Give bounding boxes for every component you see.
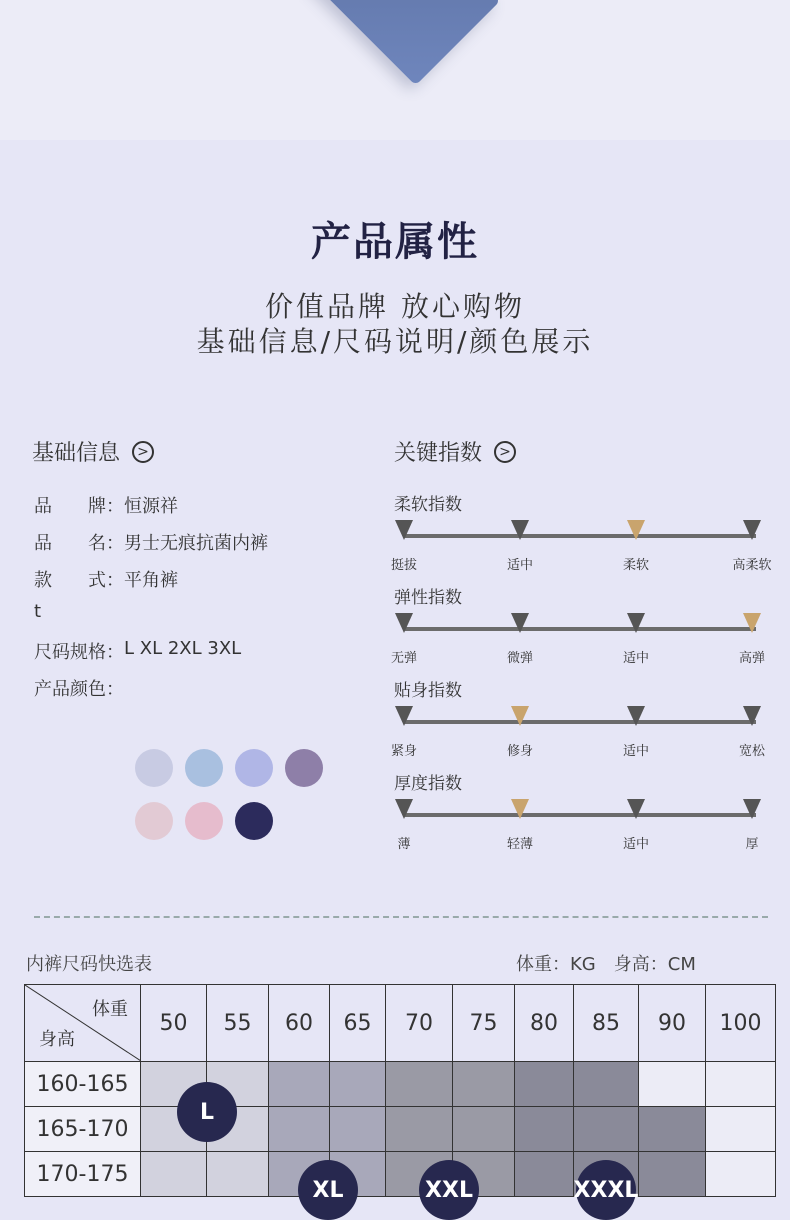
size-table-title: 内裤尺码快选表 — [26, 954, 152, 975]
index-title: 贴身指数 — [394, 681, 462, 701]
size-badge: XXXL — [576, 1160, 636, 1220]
index-level-label: 适中 — [506, 558, 534, 573]
size-cell — [330, 1107, 386, 1152]
color-swatch[interactable] — [235, 749, 273, 787]
table-header-row — [25, 985, 776, 1062]
index-scale-line — [404, 720, 756, 724]
weight-header: 100 — [706, 985, 776, 1062]
info-value: 平角裤 — [124, 570, 178, 591]
basic-info-title: 基础信息 — [32, 441, 121, 466]
index-level-label: 高柔软 — [732, 558, 772, 573]
info-label: 品 牌： — [34, 496, 124, 517]
index-marker-active — [511, 706, 529, 726]
index-marker — [627, 706, 645, 726]
index-title: 柔软指数 — [394, 495, 462, 515]
key-index-heading — [394, 436, 516, 467]
height-header: 165-170 — [25, 1107, 141, 1152]
size-cell — [269, 1062, 330, 1107]
size-table-unit: 体重：KG 身高：CM — [516, 954, 696, 975]
index-level-label: 无弹 — [390, 651, 418, 666]
weight-header: 70 — [386, 985, 453, 1062]
weight-header: 90 — [639, 985, 706, 1062]
info-label: 品 名： — [34, 533, 124, 554]
index-level-label: 高弹 — [738, 651, 766, 666]
key-index-title: 关键指数 — [394, 441, 483, 466]
index-scale-line — [404, 534, 756, 538]
subtitle-line-1: 价值品牌 放心购物 — [265, 290, 525, 323]
weight-header: 80 — [515, 985, 574, 1062]
table-row — [25, 1107, 776, 1152]
info-row-name — [34, 529, 268, 555]
index-level-label: 厚 — [745, 837, 759, 852]
size-cell — [706, 1062, 776, 1107]
size-badge: L — [177, 1082, 237, 1142]
page-title: 产品属性 — [311, 219, 479, 265]
size-cell — [269, 1107, 330, 1152]
size-badge: XXL — [419, 1160, 479, 1220]
index-title: 厚度指数 — [394, 774, 462, 794]
size-cell — [386, 1062, 453, 1107]
color-swatch[interactable] — [185, 802, 223, 840]
info-row-brand — [34, 492, 178, 518]
table-corner — [25, 985, 141, 1062]
corner-weight-label: 体重 — [92, 999, 128, 1020]
info-row-style — [34, 566, 178, 592]
index-marker — [395, 613, 413, 633]
size-cell — [453, 1107, 515, 1152]
size-cell — [639, 1152, 706, 1197]
subtitle-line-2: 基础信息/尺码说明/颜色展示 — [196, 325, 594, 358]
chevron-right-icon[interactable]: > — [132, 441, 154, 463]
index-level-label: 适中 — [622, 744, 650, 759]
info-row-colors — [34, 675, 124, 701]
basic-info-heading — [32, 436, 154, 467]
size-cell — [706, 1107, 776, 1152]
index-level-label: 适中 — [622, 837, 650, 852]
index-level-label: 挺拔 — [390, 558, 418, 573]
index-marker — [511, 520, 529, 540]
index-level-label: 轻薄 — [506, 837, 534, 852]
size-table — [24, 984, 776, 1197]
info-label: 款 式： — [34, 570, 124, 591]
index-marker-active — [743, 613, 761, 633]
index-marker — [743, 520, 761, 540]
weight-header: 55 — [207, 985, 269, 1062]
index-level-label: 紧身 — [390, 744, 418, 759]
index-level-label: 柔软 — [622, 558, 650, 573]
size-cell — [386, 1107, 453, 1152]
index-scale-line — [404, 627, 756, 631]
index-marker — [511, 613, 529, 633]
color-swatch[interactable] — [135, 749, 173, 787]
height-header: 160-165 — [25, 1062, 141, 1107]
color-swatch[interactable] — [135, 802, 173, 840]
weight-header: 50 — [141, 985, 207, 1062]
index-marker — [743, 706, 761, 726]
size-cell — [515, 1152, 574, 1197]
chevron-right-icon[interactable]: > — [494, 441, 516, 463]
table-row — [25, 1152, 776, 1197]
size-cell — [706, 1152, 776, 1197]
size-cell — [207, 1152, 269, 1197]
index-marker-active — [627, 520, 645, 540]
color-swatch[interactable] — [285, 749, 323, 787]
info-label: 产品颜色： — [34, 679, 124, 700]
index-marker — [395, 799, 413, 819]
weight-header: 60 — [269, 985, 330, 1062]
index-level-label: 修身 — [506, 744, 534, 759]
info-row-sizes — [34, 638, 241, 664]
index-level-label: 薄 — [397, 837, 411, 852]
info-value: 恒源祥 — [124, 496, 178, 517]
size-cell — [141, 1152, 207, 1197]
size-cell — [515, 1107, 574, 1152]
size-cell — [515, 1062, 574, 1107]
weight-header: 85 — [574, 985, 639, 1062]
hero-banner — [0, 0, 790, 140]
index-title: 弹性指数 — [394, 588, 462, 608]
index-scale-line — [404, 813, 756, 817]
size-cell — [574, 1062, 639, 1107]
size-badge: XL — [298, 1160, 358, 1220]
table-row — [25, 1062, 776, 1107]
divider — [34, 916, 768, 918]
weight-header: 65 — [330, 985, 386, 1062]
height-header: 170-175 — [25, 1152, 141, 1197]
info-row-stray — [34, 601, 41, 622]
info-value: L XL 2XL 3XL — [124, 638, 242, 659]
size-cell — [453, 1062, 515, 1107]
corner-height-label: 身高 — [39, 1029, 75, 1050]
index-marker-active — [511, 799, 529, 819]
fabric-image — [310, 0, 501, 85]
color-swatch[interactable] — [185, 749, 223, 787]
index-marker — [627, 799, 645, 819]
index-marker — [743, 799, 761, 819]
info-label: 尺码规格： — [34, 642, 124, 663]
size-cell — [574, 1107, 639, 1152]
info-label: t — [34, 601, 42, 622]
index-level-label: 适中 — [622, 651, 650, 666]
weight-header: 75 — [453, 985, 515, 1062]
color-swatch[interactable] — [235, 802, 273, 840]
index-level-label: 宽松 — [738, 744, 766, 759]
index-marker — [395, 706, 413, 726]
index-marker — [395, 520, 413, 540]
index-level-label: 微弹 — [506, 651, 534, 666]
size-cell — [639, 1062, 706, 1107]
info-value: 男士无痕抗菌内裤 — [124, 533, 268, 554]
index-marker — [627, 613, 645, 633]
size-cell — [639, 1107, 706, 1152]
size-cell — [330, 1062, 386, 1107]
